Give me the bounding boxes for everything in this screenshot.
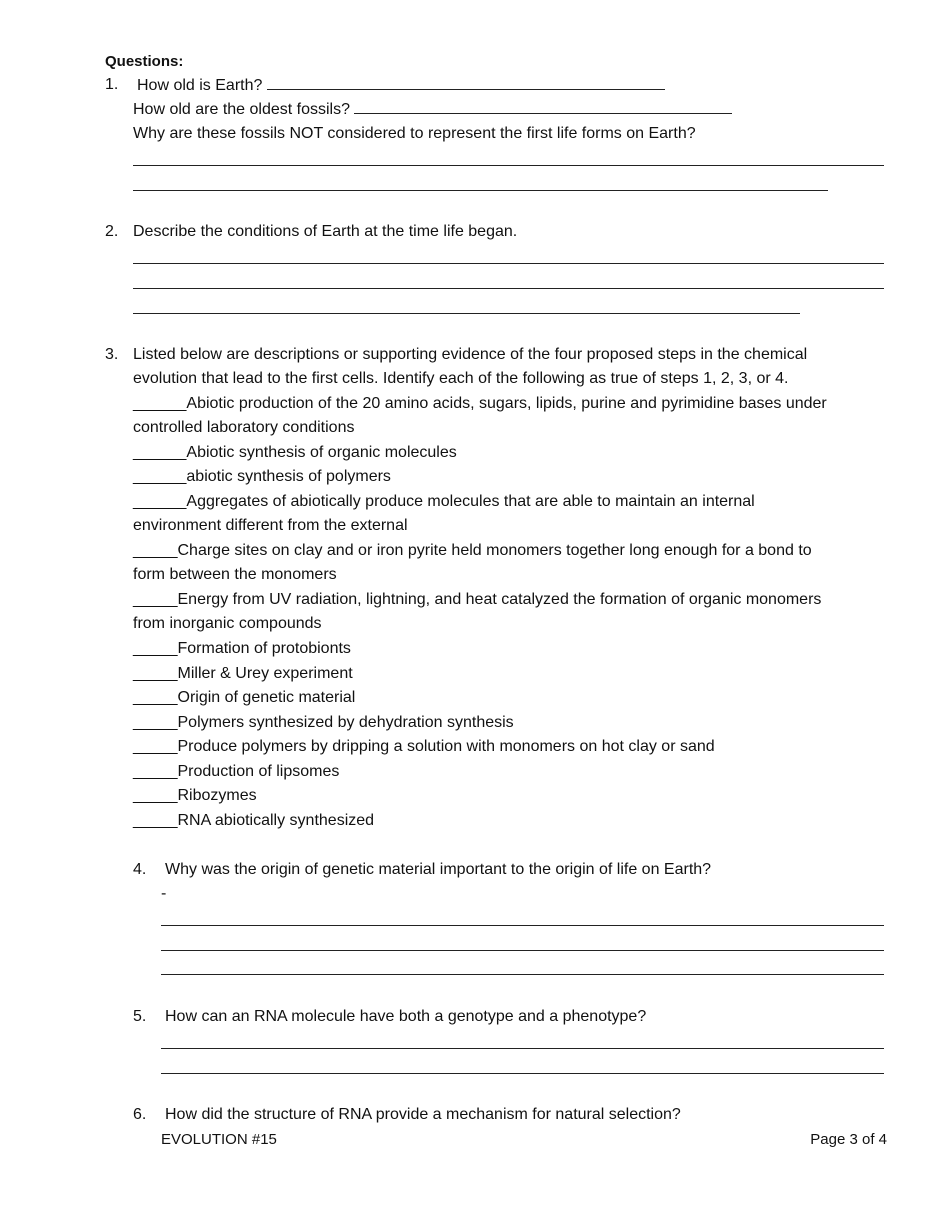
q3-list-item <box>133 467 391 487</box>
q4-number: 4. <box>133 861 147 878</box>
q2-number: 2. <box>105 223 119 240</box>
q3-item-text: Formation of protobionts <box>177 640 351 657</box>
q3-list-item <box>133 541 812 561</box>
q3-item-text: Aggregates of abiotically produce molecules that are able to maintain an internal <box>186 493 755 510</box>
q3-list-item <box>133 443 457 463</box>
q2-answer-line[interactable] <box>133 288 884 289</box>
q3-list-item <box>133 688 355 708</box>
footer-document-title: EVOLUTION #15 <box>161 1131 277 1148</box>
q3-item-text: Produce polymers by dripping a solution with monomers on hot clay or sand <box>177 738 715 755</box>
q3-item-text: Ribozymes <box>177 787 257 804</box>
q3-item-text: Polymers synthesized by dehydration synthesis <box>177 714 514 731</box>
q5-question: How can an RNA molecule have both a genotype and a phenotype? <box>165 1008 647 1025</box>
q3-item-text: Charge sites on clay and or iron pyrite held monomers together long enough for a bond to <box>177 542 812 559</box>
q3-item-blank[interactable]: _____ <box>133 640 178 657</box>
q3-instructions-line1: Listed below are descriptions or supporting evidence of the four proposed steps in the chemical <box>133 346 808 363</box>
q5-answer-line[interactable] <box>161 1073 884 1074</box>
q3-item-text: Energy from UV radiation, lightning, and heat catalyzed the formation of organic monomers <box>177 591 822 608</box>
q5-number: 5. <box>133 1008 147 1025</box>
q3-list-item <box>133 762 339 782</box>
q1-answer-line[interactable] <box>133 190 828 191</box>
q4-answer-line[interactable] <box>161 974 884 975</box>
questions-heading: Questions: <box>105 53 184 70</box>
q3-item-blank[interactable]: _____ <box>133 738 178 755</box>
q3-item-blank[interactable]: _____ <box>133 542 178 559</box>
q1-earth-age-question <box>137 75 665 96</box>
q3-item-text: Abiotic production of the 20 amino acids, sugars, lipids, purine and pyrimidine bases under <box>186 395 827 412</box>
q3-list-item <box>133 590 821 610</box>
q4-dash: - <box>161 885 167 902</box>
q4-answer-line[interactable] <box>161 950 884 951</box>
q1-fossil-age-question <box>133 99 732 120</box>
q5-answer-line[interactable] <box>161 1048 884 1049</box>
q6-number: 6. <box>133 1106 147 1123</box>
q3-item-blank[interactable]: _____ <box>133 665 178 682</box>
q1-earth-age-answer-line[interactable] <box>267 75 665 90</box>
q1-earth-age-label: How old is Earth? <box>137 77 263 94</box>
q3-item-continuation: controlled laboratory conditions <box>133 419 355 436</box>
q4-question: Why was the origin of genetic material important to the origin of life on Earth? <box>165 861 712 878</box>
q3-list-item <box>133 639 351 659</box>
q3-item-blank[interactable]: _____ <box>133 787 178 804</box>
q3-item-blank[interactable]: _____ <box>133 763 178 780</box>
q3-item-blank[interactable]: _____ <box>133 591 178 608</box>
q4-answer-line[interactable] <box>161 925 884 926</box>
q3-item-blank[interactable]: ______ <box>133 468 187 485</box>
q3-item-blank[interactable]: _____ <box>133 689 178 706</box>
q3-item-blank[interactable]: ______ <box>133 395 187 412</box>
q1-fossil-age-answer-line[interactable] <box>354 99 732 114</box>
footer-page-number: Page 3 of 4 <box>810 1131 887 1148</box>
q3-item-blank[interactable]: ______ <box>133 444 187 461</box>
q2-answer-line[interactable] <box>133 313 800 314</box>
q6-question: How did the structure of RNA provide a mechanism for natural selection? <box>165 1106 681 1123</box>
q3-list-item <box>133 786 257 806</box>
q3-list-item <box>133 713 514 733</box>
q3-instructions-line2: evolution that lead to the first cells. Identify each of the following as true of steps 1, 2, 3, or 4. <box>133 370 789 387</box>
q3-item-blank[interactable]: _____ <box>133 812 178 829</box>
q3-list-item <box>133 737 715 757</box>
q3-list-item <box>133 811 374 831</box>
q3-item-text: Abiotic synthesis of organic molecules <box>186 444 457 461</box>
q3-list-item <box>133 664 353 684</box>
q1-fossil-age-label: How old are the oldest fossils? <box>133 101 350 118</box>
q3-list-item <box>133 394 827 414</box>
q3-item-continuation: form between the monomers <box>133 566 337 583</box>
q3-item-text: Production of lipsomes <box>177 763 340 780</box>
q3-item-text: Miller & Urey experiment <box>177 665 353 682</box>
q2-answer-line[interactable] <box>133 263 884 264</box>
q3-list-item <box>133 492 755 512</box>
q3-item-text: Origin of genetic material <box>177 689 356 706</box>
q3-number: 3. <box>105 346 119 363</box>
q3-item-text: RNA abiotically synthesized <box>177 812 375 829</box>
q1-answer-line[interactable] <box>133 165 884 166</box>
q1-fossils-why-question: Why are these fossils NOT considered to represent the first life forms on Earth? <box>133 125 696 142</box>
q3-item-blank[interactable]: _____ <box>133 714 178 731</box>
q2-question: Describe the conditions of Earth at the time life began. <box>133 223 518 240</box>
q3-item-blank[interactable]: ______ <box>133 493 187 510</box>
q1-number: 1. <box>105 76 119 93</box>
q3-item-text: abiotic synthesis of polymers <box>186 468 391 485</box>
q3-item-continuation: from inorganic compounds <box>133 615 322 632</box>
q3-item-continuation: environment different from the external <box>133 517 408 534</box>
